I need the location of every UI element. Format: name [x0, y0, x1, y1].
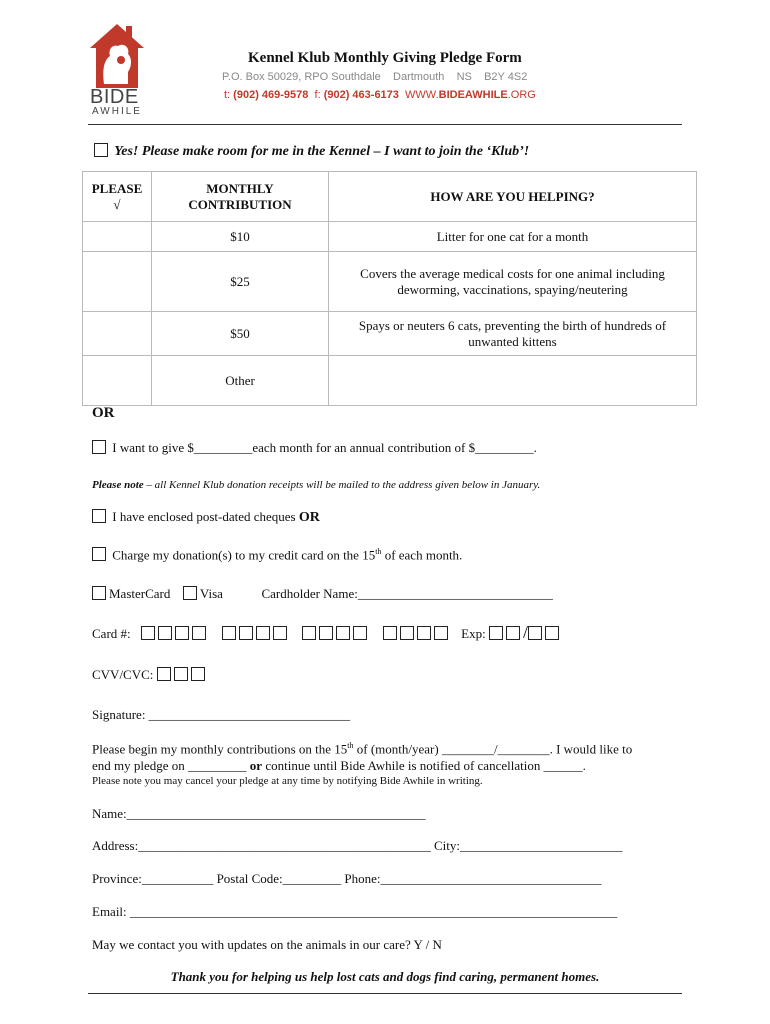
visa-checkbox[interactable] [183, 586, 197, 600]
phone-number: (902) 469-9578 [233, 89, 309, 101]
amount-cell: $10 [152, 222, 329, 252]
fax-number: (902) 463-6173 [323, 89, 399, 101]
custom-give-text: I want to give $_________each month for an annual contribution of $_________. [112, 440, 537, 455]
email-field[interactable]: Email: ___________________________________________________________________________ [92, 904, 618, 919]
amount-cell: Other [152, 356, 329, 406]
end-pledge-line: end my pledge on _________ or continue until Bide Awhile is notified of cancellation ______. [92, 758, 586, 773]
cvv-label: CVV/CVC: [92, 667, 154, 682]
mailing-address: P.O. Box 50029, RPO Southdale Dartmouth NS B2Y 4S2 [222, 71, 528, 83]
table-row [83, 222, 697, 252]
pledge-table [82, 171, 697, 406]
table-row [83, 356, 697, 406]
logo-wordmark: BIDE [90, 86, 139, 108]
check-cell-50[interactable] [83, 312, 152, 356]
table-row [83, 312, 697, 356]
cheques-line: I have enclosed post-dated cheques OR [92, 509, 320, 526]
form-title: Kennel Klub Monthly Giving Pledge Form [248, 50, 522, 66]
website-link[interactable]: BIDEAWHILE [438, 89, 508, 101]
cancel-note: Please note you may cancel your pledge at any time by notifying Bide Awhile in writing. [92, 775, 483, 787]
check-cell-25[interactable] [83, 252, 152, 312]
custom-give-checkbox[interactable] [92, 440, 106, 454]
thank-you-message: Thank you for helping us help lost cats and dogs find caring, permanent homes. [170, 969, 600, 984]
table-header-row [83, 172, 697, 222]
exp-boxes[interactable]: / [489, 626, 562, 641]
header-divider [88, 124, 682, 125]
join-klub-line [94, 143, 529, 160]
logo-subword: AWHILE [92, 106, 142, 117]
description-cell: Litter for one cat for a month [329, 222, 697, 252]
description-cell: Covers the average medical costs for one animal including deworming, vaccinations, spaying/neutering [329, 252, 697, 312]
how-helping-header: HOW ARE YOU HELPING? [329, 172, 697, 222]
description-cell: Spays or neuters 6 cats, preventing the birth of hundreds of unwanted kittens [329, 312, 697, 356]
card-number-boxes[interactable] [141, 626, 454, 641]
monthly-contribution-header: MONTHLY CONTRIBUTION [152, 172, 329, 222]
please-check-header: PLEASE √ [83, 172, 152, 222]
custom-give-line [92, 440, 537, 456]
join-klub-label: Yes! Please make room for me in the Kennel – I want to join the ‘Klub’! [114, 144, 530, 159]
card-number-label: Card #: [92, 626, 131, 641]
check-cell-10[interactable] [83, 222, 152, 252]
cheques-checkbox[interactable] [92, 509, 106, 523]
footer-divider [88, 993, 682, 994]
cvv-boxes[interactable] [157, 667, 208, 682]
credit-card-line: Charge my donation(s) to my credit card on the 15th of each month. [92, 547, 462, 563]
contact-line: t: (902) 469-9578 f: (902) 463-6173 WWW.BIDEAWHILE.ORG [224, 89, 536, 101]
cardholder-name-field[interactable]: Cardholder Name:______________________________ [261, 586, 553, 601]
mastercard-checkbox[interactable] [92, 586, 106, 600]
cvv-line [92, 667, 208, 683]
amount-cell: $50 [152, 312, 329, 356]
name-field[interactable]: Name:______________________________________________ [92, 806, 426, 821]
address-city-field[interactable]: Address:_____________________________________________ City:_________________________ [92, 838, 623, 853]
check-cell-other[interactable] [83, 356, 152, 406]
other-amount-cell[interactable] [329, 356, 697, 406]
begin-contributions-line: Please begin my monthly contributions on the 15th of (month/year) ________/________. I would like to [92, 741, 633, 757]
table-row [83, 252, 697, 312]
card-number-line [92, 622, 562, 643]
signature-field[interactable]: Signature: _______________________________ [92, 707, 351, 722]
contact-permission-line[interactable]: May we contact you with updates on the animals in our care? Y / N [92, 937, 442, 952]
mastercard-label: MasterCard [109, 586, 171, 601]
or-label: OR [92, 405, 115, 421]
amount-cell: $25 [152, 252, 329, 312]
receipt-note: Please note – all Kennel Klub donation receipts will be mailed to the address given below in January. [92, 479, 541, 491]
province-postal-phone-field[interactable]: Province:___________ Postal Code:_________ Phone:__________________________________ [92, 871, 602, 886]
card-type-line [92, 586, 553, 602]
exp-label: Exp: [461, 626, 486, 641]
join-klub-checkbox[interactable] [94, 143, 108, 157]
credit-card-checkbox[interactable] [92, 547, 106, 561]
bide-awhile-logo-icon [88, 22, 146, 90]
visa-label: Visa [199, 586, 223, 601]
